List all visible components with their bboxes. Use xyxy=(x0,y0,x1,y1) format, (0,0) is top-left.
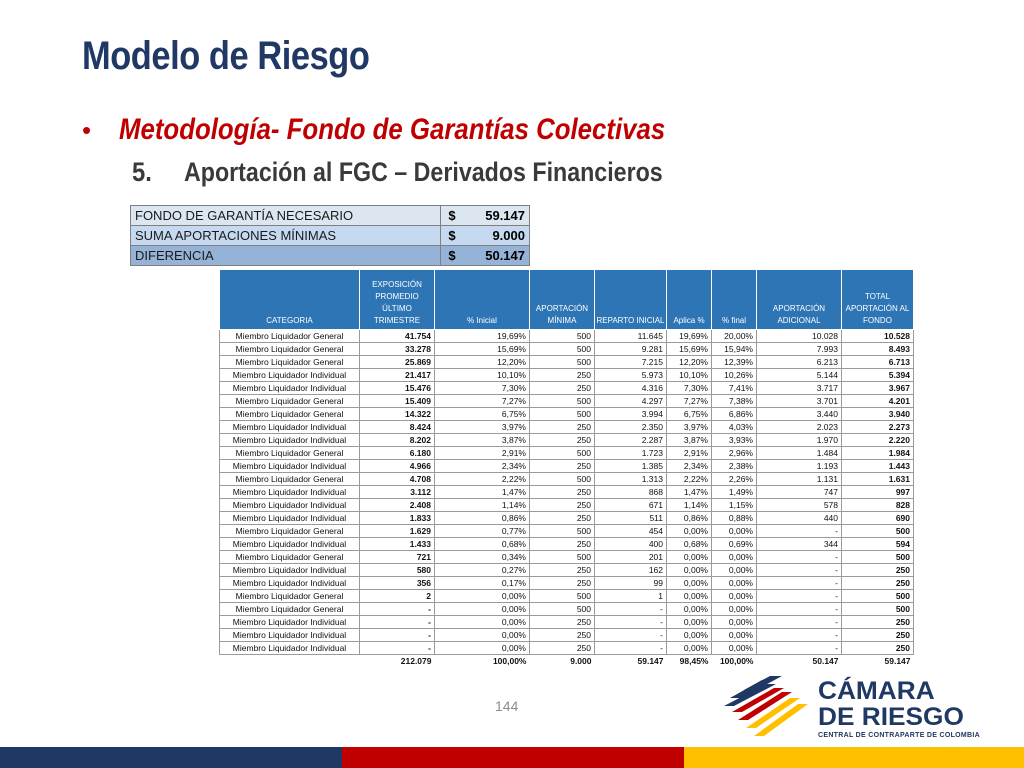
table-cell: 0,00% xyxy=(667,616,712,629)
table-cell: 3.440 xyxy=(757,408,842,421)
table-cell: - xyxy=(360,616,435,629)
table-cell: 15,69% xyxy=(667,343,712,356)
table-cell: 8.202 xyxy=(360,434,435,447)
table-row xyxy=(220,616,914,629)
table-cell: 2,34% xyxy=(667,460,712,473)
table-cell: - xyxy=(757,551,842,564)
table-cell: 7,30% xyxy=(667,382,712,395)
table-cell: 15,94% xyxy=(712,343,757,356)
table-cell: 0,00% xyxy=(667,642,712,655)
table-cell: 1,14% xyxy=(435,499,530,512)
table-cell: 0,69% xyxy=(712,538,757,551)
table-cell: 15.476 xyxy=(360,382,435,395)
contribution-table xyxy=(219,269,914,667)
slide-title: Modelo de Riesgo xyxy=(82,34,370,78)
table-cell: 10,10% xyxy=(667,369,712,382)
table-cell: Miembro Liquidador Individual xyxy=(220,434,360,447)
table-cell: 14.322 xyxy=(360,408,435,421)
table-cell: Miembro Liquidador Individual xyxy=(220,629,360,642)
table-cell: 250 xyxy=(530,616,595,629)
table-cell: 7.993 xyxy=(757,343,842,356)
total-cell: 59.147 xyxy=(842,655,914,668)
summary-table xyxy=(130,205,530,266)
table-row xyxy=(220,473,914,486)
table-cell: 250 xyxy=(530,629,595,642)
logo-subtitle: CENTRAL DE CONTRAPARTE DE COLOMBIA xyxy=(818,732,980,739)
table-cell: 4.316 xyxy=(595,382,667,395)
table-total-row xyxy=(220,655,914,668)
column-header: % Inicial xyxy=(435,270,530,330)
footer-bar-yellow xyxy=(684,747,1024,768)
column-header: CATEGORIA xyxy=(220,270,360,330)
table-cell: 0,00% xyxy=(667,577,712,590)
table-cell: 250 xyxy=(842,577,914,590)
table-cell: 0,00% xyxy=(712,629,757,642)
table-cell: 0,68% xyxy=(667,538,712,551)
summary-value: 59.147 xyxy=(463,206,530,226)
total-cell: 50.147 xyxy=(757,655,842,668)
table-cell: 0,00% xyxy=(667,564,712,577)
column-header: APORTACIÓN MÍNIMA xyxy=(530,270,595,330)
table-cell: - xyxy=(757,642,842,655)
table-cell: 0,68% xyxy=(435,538,530,551)
bullet-text: Metodología- Fondo de Garantías Colectivas xyxy=(119,113,666,146)
table-cell: Miembro Liquidador Individual xyxy=(220,577,360,590)
table-cell: 250 xyxy=(530,434,595,447)
table-cell: 828 xyxy=(842,499,914,512)
table-cell: 250 xyxy=(842,616,914,629)
table-cell: 747 xyxy=(757,486,842,499)
footer-bar-red xyxy=(342,747,684,768)
table-cell: 5.973 xyxy=(595,369,667,382)
table-cell: 6,86% xyxy=(712,408,757,421)
table-cell: - xyxy=(360,603,435,616)
summary-value: 9.000 xyxy=(463,226,530,246)
table-cell: 1,49% xyxy=(712,486,757,499)
table-cell: 0,00% xyxy=(712,564,757,577)
table-cell: Miembro Liquidador Individual xyxy=(220,369,360,382)
table-cell: 6.713 xyxy=(842,356,914,369)
table-cell: Miembro Liquidador General xyxy=(220,525,360,538)
table-cell: - xyxy=(757,577,842,590)
table-cell: 400 xyxy=(595,538,667,551)
sub-item-text: Aportación al FGC – Derivados Financieros xyxy=(184,157,663,187)
table-cell: 0,00% xyxy=(712,616,757,629)
table-cell: - xyxy=(595,616,667,629)
column-header: Aplica % xyxy=(667,270,712,330)
table-row xyxy=(220,551,914,564)
table-cell: 250 xyxy=(530,538,595,551)
logo-line2: DE RIESGO xyxy=(818,703,964,731)
table-cell: 1.723 xyxy=(595,447,667,460)
table-cell: 250 xyxy=(842,564,914,577)
table-row xyxy=(220,343,914,356)
table-cell: 250 xyxy=(530,486,595,499)
table-cell: Miembro Liquidador Individual xyxy=(220,382,360,395)
total-cell: 100,00% xyxy=(712,655,757,668)
table-cell: 2,22% xyxy=(435,473,530,486)
table-cell: 250 xyxy=(530,499,595,512)
table-cell: 33.278 xyxy=(360,343,435,356)
table-row xyxy=(220,356,914,369)
table-cell: Miembro Liquidador General xyxy=(220,408,360,421)
table-cell: 500 xyxy=(530,330,595,343)
table-cell: 511 xyxy=(595,512,667,525)
table-cell: Miembro Liquidador Individual xyxy=(220,642,360,655)
table-cell: 500 xyxy=(530,590,595,603)
table-cell: 500 xyxy=(530,603,595,616)
table-cell: - xyxy=(595,629,667,642)
table-cell: 0,00% xyxy=(667,629,712,642)
table-cell: 9.281 xyxy=(595,343,667,356)
table-cell: 250 xyxy=(530,421,595,434)
table-cell: 4.966 xyxy=(360,460,435,473)
table-cell: 6.180 xyxy=(360,447,435,460)
table-cell: 2,91% xyxy=(667,447,712,460)
table-cell: 1.631 xyxy=(842,473,914,486)
table-row xyxy=(220,538,914,551)
table-cell: 0,00% xyxy=(712,551,757,564)
table-cell: 1.385 xyxy=(595,460,667,473)
column-header: APORTACIÓN ADICIONAL xyxy=(757,270,842,330)
table-row xyxy=(220,421,914,434)
table-cell: 250 xyxy=(530,460,595,473)
table-cell: 500 xyxy=(530,356,595,369)
table-cell: 1,47% xyxy=(435,486,530,499)
summary-row xyxy=(131,206,530,226)
table-cell: 578 xyxy=(757,499,842,512)
table-cell: 0,86% xyxy=(435,512,530,525)
table-cell: Miembro Liquidador General xyxy=(220,330,360,343)
table-cell: 0,00% xyxy=(667,590,712,603)
table-cell: 7.215 xyxy=(595,356,667,369)
table-cell: 868 xyxy=(595,486,667,499)
column-header: % final xyxy=(712,270,757,330)
table-header-row xyxy=(220,270,914,330)
table-cell: 3.940 xyxy=(842,408,914,421)
table-cell: 1.313 xyxy=(595,473,667,486)
summary-currency: $ xyxy=(441,246,464,266)
table-cell: 12,39% xyxy=(712,356,757,369)
table-cell: 7,27% xyxy=(435,395,530,408)
column-header: REPARTO INICIAL xyxy=(595,270,667,330)
table-cell: Miembro Liquidador General xyxy=(220,447,360,460)
table-cell: Miembro Liquidador Individual xyxy=(220,512,360,525)
table-cell: Miembro Liquidador General xyxy=(220,473,360,486)
table-cell: 3,97% xyxy=(667,421,712,434)
column-header: EXPOSICIÓN PROMEDIO ÚLTIMO TRIMESTRE xyxy=(360,270,435,330)
table-cell: 2,96% xyxy=(712,447,757,460)
table-cell: - xyxy=(757,525,842,538)
table-cell: 4.201 xyxy=(842,395,914,408)
table-cell: - xyxy=(757,564,842,577)
summary-row xyxy=(131,246,530,266)
table-cell: 500 xyxy=(530,343,595,356)
table-cell: 11.645 xyxy=(595,330,667,343)
table-row xyxy=(220,369,914,382)
table-cell: - xyxy=(757,616,842,629)
table-cell: - xyxy=(757,603,842,616)
table-cell: 2.220 xyxy=(842,434,914,447)
table-cell: Miembro Liquidador Individual xyxy=(220,460,360,473)
table-cell: Miembro Liquidador General xyxy=(220,603,360,616)
table-cell: 6,75% xyxy=(435,408,530,421)
table-cell: 594 xyxy=(842,538,914,551)
table-cell: 250 xyxy=(530,564,595,577)
company-logo xyxy=(722,672,992,742)
table-cell: 0,00% xyxy=(667,525,712,538)
table-cell: 500 xyxy=(530,525,595,538)
table-cell: Miembro Liquidador Individual xyxy=(220,421,360,434)
table-cell: 500 xyxy=(530,473,595,486)
table-cell: 8.424 xyxy=(360,421,435,434)
table-cell: 4.297 xyxy=(595,395,667,408)
table-cell: 0,00% xyxy=(712,590,757,603)
table-cell: 25.869 xyxy=(360,356,435,369)
total-cell: 100,00% xyxy=(435,655,530,668)
table-row xyxy=(220,590,914,603)
table-cell: 500 xyxy=(530,395,595,408)
table-cell: - xyxy=(360,629,435,642)
table-cell: 250 xyxy=(842,629,914,642)
table-cell: 1.629 xyxy=(360,525,435,538)
table-cell: 1.484 xyxy=(757,447,842,460)
table-cell: 2,26% xyxy=(712,473,757,486)
table-cell: Miembro Liquidador Individual xyxy=(220,499,360,512)
summary-currency: $ xyxy=(441,226,464,246)
table-cell: 250 xyxy=(530,512,595,525)
table-cell: 12,20% xyxy=(667,356,712,369)
table-cell: 250 xyxy=(530,577,595,590)
table-cell: 4,03% xyxy=(712,421,757,434)
table-cell: 5.144 xyxy=(757,369,842,382)
table-cell: 0,00% xyxy=(667,551,712,564)
summary-label: FONDO DE GARANTÍA NECESARIO xyxy=(131,206,441,226)
table-cell: 19,69% xyxy=(435,330,530,343)
table-cell: 1.443 xyxy=(842,460,914,473)
table-cell: 15.409 xyxy=(360,395,435,408)
table-cell: 1 xyxy=(595,590,667,603)
table-cell: 690 xyxy=(842,512,914,525)
table-row xyxy=(220,564,914,577)
table-cell: 0,00% xyxy=(712,577,757,590)
table-cell: 0,34% xyxy=(435,551,530,564)
table-cell: 3,97% xyxy=(435,421,530,434)
summary-label: DIFERENCIA xyxy=(131,246,441,266)
table-row xyxy=(220,447,914,460)
footer-bar-navy xyxy=(0,747,342,768)
table-cell: 0,00% xyxy=(435,603,530,616)
total-cell: 212.079 xyxy=(360,655,435,668)
table-cell: 1.984 xyxy=(842,447,914,460)
table-cell: 8.493 xyxy=(842,343,914,356)
table-cell: 356 xyxy=(360,577,435,590)
table-cell: 1.833 xyxy=(360,512,435,525)
table-cell: 99 xyxy=(595,577,667,590)
table-cell: Miembro Liquidador Individual xyxy=(220,538,360,551)
table-cell: 2,38% xyxy=(712,460,757,473)
table-cell: 1,47% xyxy=(667,486,712,499)
table-cell: 7,41% xyxy=(712,382,757,395)
table-row xyxy=(220,629,914,642)
table-cell: 2.350 xyxy=(595,421,667,434)
page-number: 144 xyxy=(495,698,519,714)
table-cell: 1,14% xyxy=(667,499,712,512)
table-cell: 0,00% xyxy=(435,642,530,655)
table-cell: Miembro Liquidador Individual xyxy=(220,564,360,577)
table-cell: 500 xyxy=(842,590,914,603)
table-cell: Miembro Liquidador General xyxy=(220,395,360,408)
table-row xyxy=(220,460,914,473)
table-cell: 250 xyxy=(530,382,595,395)
table-cell: 250 xyxy=(530,642,595,655)
table-cell: 19,69% xyxy=(667,330,712,343)
table-cell: 500 xyxy=(842,525,914,538)
table-cell: 0,00% xyxy=(435,590,530,603)
table-cell: 2.408 xyxy=(360,499,435,512)
table-cell: - xyxy=(595,603,667,616)
table-cell: 1.970 xyxy=(757,434,842,447)
table-cell: 4.708 xyxy=(360,473,435,486)
table-cell: 0,00% xyxy=(712,603,757,616)
table-cell: - xyxy=(757,590,842,603)
table-cell: 0,86% xyxy=(667,512,712,525)
table-row xyxy=(220,434,914,447)
table-cell: 7,27% xyxy=(667,395,712,408)
table-cell: 500 xyxy=(842,603,914,616)
table-cell: 3,87% xyxy=(667,434,712,447)
table-cell: Miembro Liquidador General xyxy=(220,343,360,356)
table-cell: - xyxy=(360,642,435,655)
table-cell: 5.394 xyxy=(842,369,914,382)
table-cell: 10.528 xyxy=(842,330,914,343)
table-cell: 2,34% xyxy=(435,460,530,473)
table-cell: 580 xyxy=(360,564,435,577)
summary-label: SUMA APORTACIONES MÍNIMAS xyxy=(131,226,441,246)
table-row xyxy=(220,499,914,512)
total-cell: 98,45% xyxy=(667,655,712,668)
table-row xyxy=(220,577,914,590)
table-cell: 250 xyxy=(842,642,914,655)
table-cell: 721 xyxy=(360,551,435,564)
bullet-dot: • xyxy=(82,115,92,145)
table-cell: 1.433 xyxy=(360,538,435,551)
table-cell: 2.023 xyxy=(757,421,842,434)
table-cell: 10,10% xyxy=(435,369,530,382)
table-cell: Miembro Liquidador Individual xyxy=(220,616,360,629)
table-cell: 7,38% xyxy=(712,395,757,408)
table-cell: 7,30% xyxy=(435,382,530,395)
table-cell: 3.717 xyxy=(757,382,842,395)
table-cell: 500 xyxy=(530,408,595,421)
table-cell: 1.131 xyxy=(757,473,842,486)
table-cell: 500 xyxy=(842,551,914,564)
table-cell: 3,87% xyxy=(435,434,530,447)
table-cell: 0,00% xyxy=(435,629,530,642)
table-cell: 3.701 xyxy=(757,395,842,408)
table-cell: 2.273 xyxy=(842,421,914,434)
table-cell: Miembro Liquidador General xyxy=(220,356,360,369)
table-cell: 6.213 xyxy=(757,356,842,369)
table-cell: 0,00% xyxy=(712,642,757,655)
table-cell: 344 xyxy=(757,538,842,551)
summary-row xyxy=(131,226,530,246)
table-cell: 2,91% xyxy=(435,447,530,460)
total-cell xyxy=(220,655,360,668)
column-header: TOTAL APORTACIÓN AL FONDO xyxy=(842,270,914,330)
summary-currency: $ xyxy=(441,206,464,226)
table-row xyxy=(220,603,914,616)
table-cell: 6,75% xyxy=(667,408,712,421)
table-cell: 250 xyxy=(530,369,595,382)
table-row xyxy=(220,382,914,395)
table-cell: 671 xyxy=(595,499,667,512)
table-cell: Miembro Liquidador General xyxy=(220,590,360,603)
table-cell: 0,00% xyxy=(435,616,530,629)
table-cell: 0,00% xyxy=(712,525,757,538)
table-cell: 1.193 xyxy=(757,460,842,473)
table-cell: 41.754 xyxy=(360,330,435,343)
table-cell: 997 xyxy=(842,486,914,499)
table-cell: 440 xyxy=(757,512,842,525)
summary-value: 50.147 xyxy=(463,246,530,266)
logo-line1: CÁMARA xyxy=(818,677,935,705)
table-cell: Miembro Liquidador General xyxy=(220,551,360,564)
table-cell: 3.967 xyxy=(842,382,914,395)
total-cell: 9.000 xyxy=(530,655,595,668)
table-cell: 2,22% xyxy=(667,473,712,486)
total-cell: 59.147 xyxy=(595,655,667,668)
table-cell: 12,20% xyxy=(435,356,530,369)
table-row xyxy=(220,642,914,655)
table-cell: Miembro Liquidador Individual xyxy=(220,486,360,499)
table-cell: - xyxy=(595,642,667,655)
table-cell: 1,15% xyxy=(712,499,757,512)
table-cell: 500 xyxy=(530,551,595,564)
table-cell: 0,00% xyxy=(667,603,712,616)
table-cell: 10.028 xyxy=(757,330,842,343)
table-row xyxy=(220,512,914,525)
table-cell: - xyxy=(757,629,842,642)
sub-item-number: 5. xyxy=(132,157,152,187)
table-row xyxy=(220,408,914,421)
table-cell: 20,00% xyxy=(712,330,757,343)
table-cell: 201 xyxy=(595,551,667,564)
table-cell: 0,77% xyxy=(435,525,530,538)
table-cell: 500 xyxy=(530,447,595,460)
table-cell: 2 xyxy=(360,590,435,603)
logo-stripes-icon xyxy=(722,672,812,742)
table-row xyxy=(220,395,914,408)
table-cell: 21.417 xyxy=(360,369,435,382)
table-cell: 3,93% xyxy=(712,434,757,447)
table-cell: 0,17% xyxy=(435,577,530,590)
table-cell: 162 xyxy=(595,564,667,577)
table-cell: 454 xyxy=(595,525,667,538)
table-row xyxy=(220,486,914,499)
table-cell: 10,26% xyxy=(712,369,757,382)
table-cell: 0,27% xyxy=(435,564,530,577)
table-row xyxy=(220,330,914,343)
table-cell: 2.287 xyxy=(595,434,667,447)
table-cell: 3.112 xyxy=(360,486,435,499)
table-cell: 0,88% xyxy=(712,512,757,525)
table-row xyxy=(220,525,914,538)
table-cell: 3.994 xyxy=(595,408,667,421)
table-cell: 15,69% xyxy=(435,343,530,356)
